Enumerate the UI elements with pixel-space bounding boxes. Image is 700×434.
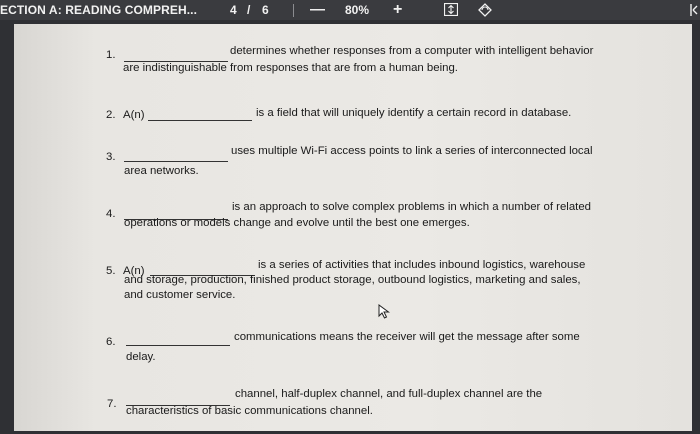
question-text-line: communications means the receiver will get the message after some xyxy=(234,331,580,343)
question-text-line: is a series of activities that includes inbound logistics, warehouse xyxy=(258,259,586,271)
question-number: 3. xyxy=(106,151,116,163)
question-6 xyxy=(14,322,692,372)
zoom-out-button[interactable]: — xyxy=(310,1,325,18)
question-7 xyxy=(14,380,692,428)
question-text-line: and customer service. xyxy=(124,289,236,301)
fit-page-icon[interactable] xyxy=(444,3,458,16)
question-text-line: area networks. xyxy=(124,165,199,177)
toolbar-divider xyxy=(293,4,294,17)
question-5 xyxy=(14,250,692,310)
document-page xyxy=(14,24,692,431)
question-number: 7. xyxy=(107,398,117,410)
question-text-line: and storage, production, finished product storage, outbound logistics, marketing and sales, xyxy=(124,274,581,286)
question-number: 4. xyxy=(106,208,116,220)
page-total: 6 xyxy=(262,3,269,17)
zoom-in-button[interactable]: + xyxy=(393,1,403,18)
page-number-input[interactable]: 4 xyxy=(230,3,237,17)
zoom-level: 80% xyxy=(345,3,370,17)
question-2 xyxy=(14,94,692,124)
question-1 xyxy=(14,24,692,84)
question-text-line: are indistinguishable from responses that are from a human being. xyxy=(123,62,458,74)
question-text-line: determines whether responses from a computer with intelligent behavior xyxy=(230,45,594,57)
question-number: 2. xyxy=(106,109,116,121)
question-text-line: channel, half-duplex channel, and full-duplex channel are the xyxy=(235,388,543,400)
question-3 xyxy=(14,134,692,182)
answer-blank[interactable] xyxy=(124,161,228,162)
panel-toggle-icon[interactable] xyxy=(690,3,698,17)
question-text-line: delay. xyxy=(126,351,156,363)
answer-blank[interactable] xyxy=(126,345,230,346)
question-prefix: A(n) xyxy=(123,109,145,121)
question-text-line: uses multiple Wi-Fi access points to link a series of interconnected local xyxy=(231,145,593,157)
question-number: 5. xyxy=(106,265,116,277)
question-text-line: operations or models change and evolve until the best one emerges. xyxy=(124,217,470,229)
question-text-line: characteristics of basic communications channel. xyxy=(126,405,373,417)
question-number: 1. xyxy=(106,49,116,61)
question-text-line: is an approach to solve complex problems in which a number of related xyxy=(232,201,591,213)
question-number: 6. xyxy=(106,336,116,348)
question-4 xyxy=(14,192,692,236)
rotate-icon[interactable] xyxy=(476,1,494,19)
document-title: ECTION A: READING COMPREH... xyxy=(0,3,198,17)
pdf-toolbar xyxy=(0,0,700,20)
question-prefix: A(n) xyxy=(123,265,145,277)
question-text-line: is a field that will uniquely identify a certain record in database. xyxy=(256,107,572,119)
mouse-cursor-icon xyxy=(378,304,390,319)
page-separator: / xyxy=(247,3,251,17)
answer-blank[interactable] xyxy=(148,120,252,121)
